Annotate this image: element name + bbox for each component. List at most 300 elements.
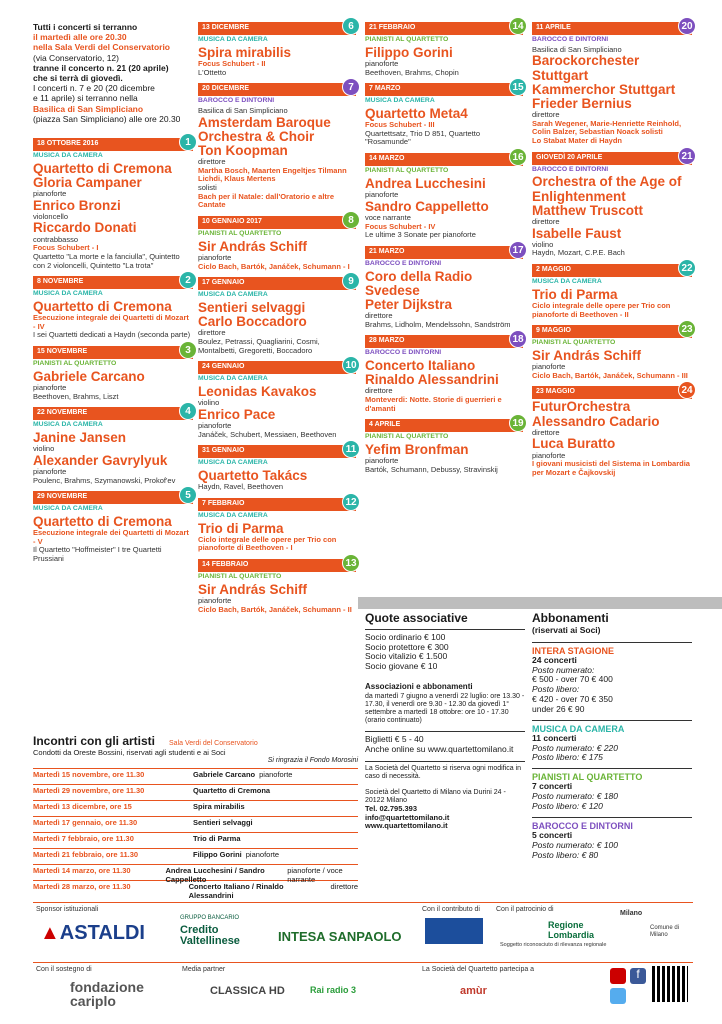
concert-date: 20 DICEMBRE — [202, 85, 250, 93]
concert-number-badge: 8 — [342, 211, 360, 229]
abbonamento-title: BAROCCO E DINTORNI — [532, 820, 633, 831]
astaldi-logo: ▲ASTALDI — [40, 922, 145, 944]
performer-name: Sandro Cappelletto — [365, 198, 489, 214]
performer-name: Peter Dijkstra — [365, 296, 453, 312]
concert-category: MUSICA DA CAMERA — [198, 375, 268, 383]
creval-logo: Credito Valtellinese — [180, 924, 240, 947]
concert-number-badge: 11 — [342, 440, 360, 458]
program-title: Lo Stabat Mater di Haydn — [532, 136, 623, 145]
twitter-icon[interactable] — [610, 988, 626, 1004]
performer-name: Quartetto Meta4 — [365, 106, 468, 122]
performer-name: Yefim Bronfman — [365, 442, 469, 458]
concert-date-bar — [532, 22, 692, 35]
concert-date: 18 OTTOBRE 2016 — [37, 139, 99, 147]
abbonamento-price: € 500 - over 70 € 400 — [532, 674, 613, 685]
concert-category: MUSICA DA CAMERA — [33, 421, 103, 429]
ministero-logo — [425, 918, 483, 944]
program-title: Esecuzione integrale dei Quartetti di Mozart - V — [33, 528, 189, 546]
program-title: Focus Schubert - I — [33, 243, 99, 253]
concert-2 — [33, 276, 193, 340]
concert-date: 22 NOVEMBRE — [37, 409, 88, 417]
qr-code[interactable] — [652, 966, 688, 1002]
performer-name: Janine Jansen — [33, 430, 127, 446]
concert-date-bar — [198, 22, 356, 35]
incontro-date: Martedì 14 marzo, ore 11.30 — [33, 866, 131, 876]
abbonamento-price: Posto libero: € 120 — [532, 801, 603, 812]
program-text: Janáček, Schubert, Messiaen, Beethoven — [198, 429, 337, 439]
concert-date-bar — [33, 407, 193, 420]
performer-name: Sir András Schiff — [198, 238, 308, 254]
abbonamento-section — [532, 720, 692, 764]
comune-logo: Comune di Milano — [650, 925, 680, 938]
concert-date: GIOVEDÌ 20 APRILE — [536, 153, 603, 161]
incontro-role: pianoforte — [245, 850, 280, 860]
performer-role: violino — [198, 398, 220, 408]
concert-date: 2 MAGGIO — [536, 266, 572, 273]
concert-7 — [198, 83, 356, 210]
program-title: I giovani musicisti del Sistema in Lombardia per Mozart e Čajkovskij — [532, 459, 690, 477]
concert-20 — [532, 22, 692, 146]
web-link[interactable]: www.quartettomilano.it — [365, 821, 448, 831]
concert-number-badge: 3 — [179, 341, 197, 359]
concert-9 — [198, 277, 356, 355]
incontri-section: Incontri con gli artisti Sala Verdi del Conservatorio Condotti da Oreste Bossini, riservati agli studenti e ai Soci Si ringrazia il Fondo Morosini Martedì 15 novembre, ore 11.30 Gabriele Carcano pianoforte Martedì 29 novembre, ore 11.30 Quartetto di Cremona Martedì 13 dicembre, ore 15 Spira mirabilis Martedì 17 gennaio, ore 11.30 Sentieri selvaggi Martedì 7 febbraio, ore 11.30 Trio di Parma Martedì 21 febbraio, ore 11.30 Filippo Gorini pianoforte Martedì 14 marzo, ore 11.30 Andrea Lucchesini / Sandro Cappelletto pianoforte / voce narrante Martedì 28 marzo, ore 11.30 Concerto Italiano / Rinaldo Alessandrini direttore — [33, 734, 358, 901]
email-link[interactable]: info@quartettomilano.it — [365, 812, 450, 822]
concert-date: 21 FEBBRAIO — [369, 24, 416, 31]
performer-name: Amsterdam Baroque Orchestra & Choir — [198, 114, 331, 144]
concert-date: 31 GENNAIO — [202, 447, 245, 455]
column-1 — [33, 22, 193, 570]
performer-role: pianoforte — [365, 456, 399, 466]
concert-category: MUSICA DA CAMERA — [33, 290, 103, 298]
performer-role: direttore — [365, 311, 393, 321]
performer-name: Matthew Truscott — [532, 202, 644, 218]
concert-10 — [198, 361, 356, 439]
abbonamento-price: Posto numerato: € 100 — [532, 839, 619, 850]
abbonamento-price: Posto numerato: € 220 — [532, 742, 619, 753]
performer-role: pianoforte — [365, 58, 399, 68]
concert-23 — [532, 325, 692, 380]
incontro-role: pianoforte — [259, 770, 293, 780]
concert-date: 4 APRILE — [369, 421, 401, 429]
abbonamento-title: MUSICA DA CAMERA — [532, 723, 625, 734]
performer-role: pianoforte — [33, 467, 67, 476]
concert-5 — [33, 491, 193, 563]
amur-logo: amùr — [460, 985, 487, 997]
performer-name: Filippo Gorini — [365, 44, 453, 60]
concert-category: MUSICA DA CAMERA — [365, 97, 435, 105]
concert-category: MUSICA DA CAMERA — [33, 505, 103, 513]
performer-name: Quartetto di Cremona — [33, 160, 172, 176]
concert-date: 17 GENNAIO — [202, 279, 245, 287]
concert-date: 7 MARZO — [369, 85, 401, 93]
abbonamento-count: 5 concerti — [532, 830, 573, 841]
performer-role: direttore — [532, 216, 560, 226]
program-title: Ciclo Bach, Bartók, Janáček, Schumann - I — [198, 261, 350, 271]
concert-category: PIANISTI AL QUARTETTO — [198, 229, 282, 237]
concert-number-badge: 4 — [179, 402, 197, 420]
concert-number-badge: 15 — [509, 78, 527, 96]
concert-number-badge: 18 — [509, 330, 527, 348]
incontro-artist: Quartetto di Cremona — [193, 786, 271, 796]
abbonamento-price: Posto numerato: € 180 — [532, 791, 619, 802]
concert-number-badge: 20 — [678, 17, 696, 35]
performer-name: FuturOrchestra — [532, 399, 631, 415]
concert-category: BAROCCO E DINTORNI — [532, 165, 609, 173]
concert-category: PIANISTI AL QUARTETTO — [365, 433, 449, 441]
performer-role: pianoforte — [33, 382, 67, 392]
concert-date-bar — [33, 138, 193, 151]
performer-name: Rinaldo Alessandrini — [365, 372, 499, 388]
radio3-logo: Rai radio 3 — [310, 985, 357, 995]
quota-item: Socio giovane € 10 — [365, 661, 438, 672]
performer-role: pianoforte — [33, 189, 67, 199]
concert-number-badge: 6 — [342, 17, 360, 35]
concert-category: BAROCCO E DINTORNI — [198, 97, 275, 105]
program-title: Esecuzione integrale dei Quartetti di Mozart - IV — [33, 313, 189, 331]
performer-role: direttore — [532, 427, 560, 437]
concert-date: 29 NOVEMBRE — [37, 493, 88, 501]
incontro-date: Martedì 15 novembre, ore 11.30 — [33, 770, 145, 780]
incontro-row — [33, 848, 358, 864]
abbonamento-section — [532, 768, 692, 812]
quota-item: Socio protettore € 300 — [365, 641, 449, 652]
incontro-artist: Spira mirabilis — [193, 802, 245, 812]
program-text: Bartók, Schumann, Debussy, Stravinskij — [365, 464, 498, 474]
concert-date-bar — [365, 22, 523, 35]
concert-date-bar — [198, 361, 356, 374]
abbonamento-price: Posto libero: € 175 — [532, 752, 603, 763]
concert-category: BAROCCO E DINTORNI — [365, 349, 442, 357]
performer-name: Quartetto di Cremona — [33, 298, 172, 314]
performer-name: Luca Buratto — [532, 436, 616, 452]
concert-17 — [365, 246, 523, 330]
program-title: Monteverdi: Notte. Storie di guerrieri e d'amanti — [365, 395, 502, 413]
concert-15 — [365, 83, 523, 147]
concert-date-bar — [365, 419, 523, 432]
concert-19 — [365, 419, 523, 474]
intro-text: Tutti i concerti si terranno il martedì alle ore 20.30 nella Sala Verdi del Conservatorio (via Conservatorio, 12) tranne il concerto n. 21 (20 aprile) che si terrà di giovedì. I concerti n. 7 e 20 (20 dicembre e 11 aprile) si terranno nella Basilica di San Simpliciano (piazza San Simpliciano) alle ore 20.30 — [33, 22, 181, 124]
concert-21 — [532, 152, 692, 258]
incontro-date: Martedì 29 novembre, ore 11.30 — [33, 786, 145, 796]
performer-name: Spira mirabilis — [198, 44, 292, 60]
concert-category: PIANISTI AL QUARTETTO — [365, 167, 449, 175]
concert-date-bar — [365, 153, 523, 166]
performer-name: Frieder Bernius — [532, 95, 632, 111]
performer-role: direttore — [365, 386, 393, 396]
performer-name: Barockorchester Stuttgart — [532, 53, 640, 83]
concert-date-bar — [365, 335, 523, 348]
performer-name: Orchestra of the Age of Enlightenment — [532, 174, 682, 204]
concert-number-badge: 12 — [342, 493, 360, 511]
incontro-artist: Gabriele Carcano — [193, 770, 256, 780]
concert-date-bar — [365, 83, 523, 96]
performer-role: contrabbasso — [33, 234, 79, 244]
concert-date-bar — [532, 386, 692, 399]
concert-date-bar — [532, 152, 692, 165]
incontro-date: Martedì 7 febbraio, ore 11.30 — [33, 834, 134, 844]
program-text: Poulenc, Brahms, Szymanowski, Prokof'ev — [33, 475, 176, 485]
concert-14 — [365, 22, 523, 77]
abbonamento-price: under 26 € 90 — [532, 703, 585, 714]
incontro-date: Martedì 17 gennaio, ore 11.30 — [33, 818, 138, 828]
concert-number-badge: 23 — [678, 320, 696, 338]
concert-date-bar — [532, 325, 692, 338]
concert-date: 11 APRILE — [536, 24, 571, 31]
performer-name: Quartetto di Cremona — [33, 514, 172, 530]
incontro-row — [33, 784, 358, 800]
performer-role: solisti — [198, 183, 217, 193]
performer-role: pianoforte — [532, 362, 566, 372]
abbonamento-price: Posto libero: € 80 — [532, 849, 599, 860]
incontro-artist: Trio di Parma — [193, 834, 241, 844]
column-2 — [198, 22, 356, 620]
performer-role: voce narrante — [365, 212, 411, 222]
incontro-row — [33, 864, 358, 885]
concert-date-bar — [198, 498, 356, 511]
incontro-date: Martedì 13 dicembre, ore 15 — [33, 802, 132, 812]
program-text: Quartetto "La morte e la fanciulla", Quintetto con 2 violoncelli, Quintetto "La trota" — [33, 251, 180, 270]
concert-category: BAROCCO E DINTORNI — [365, 259, 442, 267]
abbonamento-section — [532, 817, 692, 861]
performer-name: Carlo Boccadoro — [198, 314, 307, 330]
abbonamento-count: 24 concerti — [532, 654, 577, 665]
performer-role: pianoforte — [198, 596, 232, 606]
performer-name: Concerto Italiano — [365, 358, 476, 374]
column-3 — [365, 22, 523, 481]
concert-date: 13 DICEMBRE — [202, 24, 250, 31]
concert-number-badge: 16 — [509, 148, 527, 166]
program-text: Haydn, Mozart, C.P.E. Bach — [532, 248, 625, 258]
program-title: Ciclo integrale delle opere per Trio con pianoforte di Beethoven - II — [532, 300, 671, 319]
program-text: Le ultime 3 Sonate per pianoforte — [365, 230, 476, 240]
program-title: Focus Schubert - III — [365, 120, 435, 130]
program-text: Beethoven, Brahms, Chopin — [365, 67, 459, 77]
performer-name: Gloria Campaner — [33, 174, 142, 190]
concert-number-badge: 1 — [179, 133, 197, 151]
quote-title: Quote associative — [365, 611, 468, 625]
performer-name: Andrea Lucchesini — [365, 175, 486, 191]
concert-date: 8 NOVEMBRE — [37, 278, 84, 286]
concert-3 — [33, 346, 193, 401]
performer-role: pianoforte — [365, 190, 399, 200]
concert-date-bar — [33, 276, 193, 289]
concert-date: 10 GENNAIO 2017 — [202, 217, 262, 225]
concert-date-bar — [33, 346, 193, 359]
program-title: Ciclo Bach, Bartók, Janáček, Schumann - III — [532, 370, 688, 380]
incontro-artist: Andrea Lucchesini / Sandro Cappelletto — [165, 866, 265, 885]
incontro-artist: Filippo Gorini — [193, 850, 242, 860]
concert-22 — [532, 264, 692, 319]
column-4 — [532, 22, 692, 483]
cariplo-logo: fondazione cariplo — [70, 979, 144, 1009]
incontro-role: pianoforte / voce narrante — [287, 866, 343, 885]
performer-name: Alessandro Cadario — [532, 413, 660, 429]
performer-role: violino — [532, 239, 554, 249]
performer-role: direttore — [198, 328, 226, 338]
concert-date-bar — [198, 83, 356, 96]
concert-number-badge: 2 — [179, 271, 197, 289]
performer-name: Leonidas Kavakos — [198, 384, 317, 400]
program-text: I sei Quartetti dedicati a Haydn (seconda parte) — [33, 330, 191, 340]
abbonamento-count: 7 concerti — [532, 781, 573, 792]
concert-date-bar — [365, 246, 523, 259]
incontro-date: Martedì 28 marzo, ore 11.30 — [33, 882, 131, 892]
program-title: Focus Schubert - II — [198, 58, 266, 68]
program-title: Bach per il Natale: dall'Oratorio e altre Cantate — [198, 191, 334, 210]
incontro-role: direttore — [330, 882, 358, 892]
concert-number-badge: 22 — [678, 259, 696, 277]
youtube-icon[interactable] — [610, 968, 626, 984]
concert-date-bar — [33, 491, 193, 504]
concert-date-bar — [198, 559, 356, 572]
performer-name: Isabelle Faust — [532, 225, 622, 241]
concert-category: MUSICA DA CAMERA — [198, 36, 268, 43]
quota-item: Socio ordinario € 100 — [365, 631, 446, 642]
performer-role: pianoforte — [198, 252, 232, 262]
abbonamento-count: 11 concerti — [532, 732, 577, 743]
abbonamenti-title: Abbonamenti — [532, 611, 609, 625]
concert-category: MUSICA DA CAMERA — [33, 151, 103, 159]
divider-band — [358, 597, 722, 609]
concert-6 — [198, 22, 356, 77]
concert-number-badge: 13 — [342, 554, 360, 572]
concert-category: PIANISTI AL QUARTETTO — [532, 339, 616, 347]
regione-logo: Regione Lombardia — [548, 920, 595, 941]
concert-date: 24 GENNAIO — [202, 363, 245, 371]
program-title: Martha Bosch, Maarten Engeltjes Tilmann Lichdi, Klaus Mertens — [198, 165, 347, 184]
quota-item: Socio vitalizio € 1.500 — [365, 651, 448, 662]
program-text: Quartettsatz, Trio D 851, Quartetto "Rosamunde" — [365, 128, 481, 147]
performer-role: direttore — [198, 157, 226, 167]
incontro-row — [33, 816, 358, 832]
program-text: Boulez, Petrassi, Quagliarini, Cosmi, Montalbetti, Gregoretti, Boccadoro — [198, 336, 320, 355]
concert-category: PIANISTI AL QUARTETTO — [365, 36, 449, 43]
concert-date: 14 FEBBRAIO — [202, 561, 249, 569]
program-text: Il Quartetto "Hoffmeister" I tre Quartetti Prussiani — [33, 545, 162, 564]
concert-8 — [198, 216, 356, 271]
incontro-row — [33, 800, 358, 816]
performer-name: Trio di Parma — [198, 520, 284, 536]
concert-12 — [198, 498, 356, 553]
classica-logo: CLASSICA HD — [210, 985, 285, 997]
program-text: Haydn, Ravel, Beethoven — [198, 482, 284, 492]
concert-date: 28 MARZO — [369, 337, 405, 345]
performer-name: Alexander Gavrylyuk — [33, 452, 168, 468]
performer-role: pianoforte — [198, 420, 232, 430]
performer-name: Trio di Parma — [532, 286, 618, 302]
program-text: Beethoven, Brahms, Liszt — [33, 391, 119, 401]
performer-name: Riccardo Donati — [33, 220, 137, 236]
concert-number-badge: 10 — [342, 356, 360, 374]
incontri-title: Incontri con gli artisti — [33, 734, 156, 748]
program-text: Brahms, Lidholm, Mendelssohn, Sandström — [365, 319, 511, 329]
incontro-row — [33, 832, 358, 848]
concert-date: 23 MAGGIO — [536, 388, 575, 396]
program-title: Ciclo Bach, Bartók, Janáček, Schumann - II — [198, 604, 352, 614]
concert-category: MUSICA DA CAMERA — [198, 291, 268, 299]
concert-category: MUSICA DA CAMERA — [532, 278, 602, 285]
incontro-row — [33, 768, 358, 784]
program-text: Basilica di San Simpliciano — [532, 44, 622, 54]
abbonamento-section — [532, 642, 692, 715]
performer-name: Coro della Radio Svedese — [365, 268, 473, 298]
incontro-artist: Concerto Italiano / Rinaldo Alessandrini — [188, 882, 284, 901]
intesa-logo: INTESA SANPAOLO — [278, 929, 402, 944]
performer-role: direttore — [532, 110, 560, 120]
program-text: L'Ottetto — [198, 67, 227, 77]
performer-name: Enrico Pace — [198, 406, 276, 422]
concert-category: PIANISTI AL QUARTETTO — [33, 359, 117, 367]
concert-1 — [33, 138, 193, 270]
concert-category: MUSICA DA CAMERA — [198, 511, 268, 519]
performer-name: Kammerchor Stuttgart — [532, 81, 676, 97]
abbonamento-title: PIANISTI AL QUARTETTO — [532, 772, 643, 783]
performer-name: Sir András Schiff — [532, 348, 642, 364]
concert-13 — [198, 559, 356, 614]
abbonamento-title: INTERA STAGIONE — [532, 645, 615, 656]
performer-name: Quartetto Takács — [198, 468, 308, 484]
program-title: Sarah Wegener, Marie-Henriette Reinhold, Colin Balzer, Sebastian Noack solisti — [532, 118, 682, 137]
online-link[interactable]: Anche online su www.quartettomilano.it — [365, 744, 514, 754]
concert-24 — [532, 386, 692, 477]
program-title: Ciclo integrale delle opere per Trio con pianoforte di Beethoven - I — [198, 534, 337, 553]
concert-11 — [198, 445, 356, 492]
performer-name: Sir András Schiff — [198, 581, 308, 597]
performer-name: Gabriele Carcano — [33, 368, 145, 384]
performer-name: Sentieri selvaggi — [198, 299, 306, 315]
concert-category: BAROCCO E DINTORNI — [532, 36, 609, 43]
abbonamento-price: Posto libero: — [532, 684, 580, 695]
concert-category: MUSICA DA CAMERA — [198, 459, 268, 467]
concert-date-bar — [198, 445, 356, 458]
concert-number-badge: 9 — [342, 272, 360, 290]
performer-name: Ton Koopman — [198, 143, 288, 159]
concert-number-badge: 19 — [509, 414, 527, 432]
concert-number-badge: 24 — [678, 381, 696, 399]
program-text: Basilica di San Simpliciano — [198, 106, 288, 116]
concert-number-badge: 21 — [678, 147, 696, 165]
abbonamenti-section: Abbonamenti (riservati ai Soci) INTERA STAGIONE 24 concerti Posto numerato: € 500 - over 70 € 400 Posto libero: € 420 - over 70 € 350 under 26 € 90 MUSICA DA CAMERA 11 concerti Posto numerato: € 220 Posto libero: € 175 PIANISTI AL QUARTETTO 7 concerti Posto numerato: € 180 Posto libero: € 120 BAROCCO E DINTORNI 5 concerti Posto numerato: € 100 Posto libero: € 80 — [532, 612, 692, 860]
abbonamento-price: € 420 - over 70 € 350 — [532, 693, 613, 704]
concert-date: 15 NOVEMBRE — [37, 347, 88, 355]
concert-date-bar — [198, 216, 356, 229]
performer-role: pianoforte — [532, 450, 566, 460]
incontro-row — [33, 880, 358, 901]
concert-number-badge: 14 — [509, 17, 527, 35]
facebook-icon[interactable]: f — [630, 968, 646, 984]
performer-role: violoncello — [33, 211, 69, 221]
concert-date-bar — [198, 277, 356, 290]
concert-number-badge: 5 — [179, 486, 197, 504]
concert-category: PIANISTI AL QUARTETTO — [198, 573, 282, 581]
concert-date: 9 MAGGIO — [536, 327, 572, 335]
concert-18 — [365, 335, 523, 413]
performer-role: violino — [33, 444, 55, 454]
incontro-artist: Sentieri selvaggi — [193, 818, 253, 828]
abbonamento-price: Posto numerato: — [532, 664, 595, 675]
concert-number-badge: 17 — [509, 241, 527, 259]
program-title: Focus Schubert - IV — [365, 221, 436, 231]
incontro-date: Martedì 21 febbraio, ore 11.30 — [33, 850, 139, 860]
concert-4 — [33, 407, 193, 485]
concert-date: 21 MARZO — [369, 247, 405, 255]
concert-date: 14 MARZO — [369, 155, 405, 163]
quote-section: Quote associative Socio ordinario € 100 Socio protettore € 300 Socio vitalizio € 1.500 Socio giovane € 10 Associazioni e abbonamenti da martedì 7 giugno a venerdì 22 luglio: ore 13.30 - 17.30, il venerdì ore 9.30 - 12.30 da giovedì 1° settembre a martedì 18 ottobre: ore 10 - 17.30 (orario continuato) Biglietti € 5 - 40 Anche online su www.quartettomilano.it La Società del Quartetto si riserva ogni modifica in caso di necessità. Società del Quartetto di Milano via Durini 24 - 20122 Milano Tel. 02.795.393 info@quartettomilano.it www.quartettomilano.it — [365, 611, 525, 831]
concert-number-badge: 7 — [342, 78, 360, 96]
performer-name: Enrico Bronzi — [33, 197, 121, 213]
concert-date-bar — [532, 264, 692, 277]
